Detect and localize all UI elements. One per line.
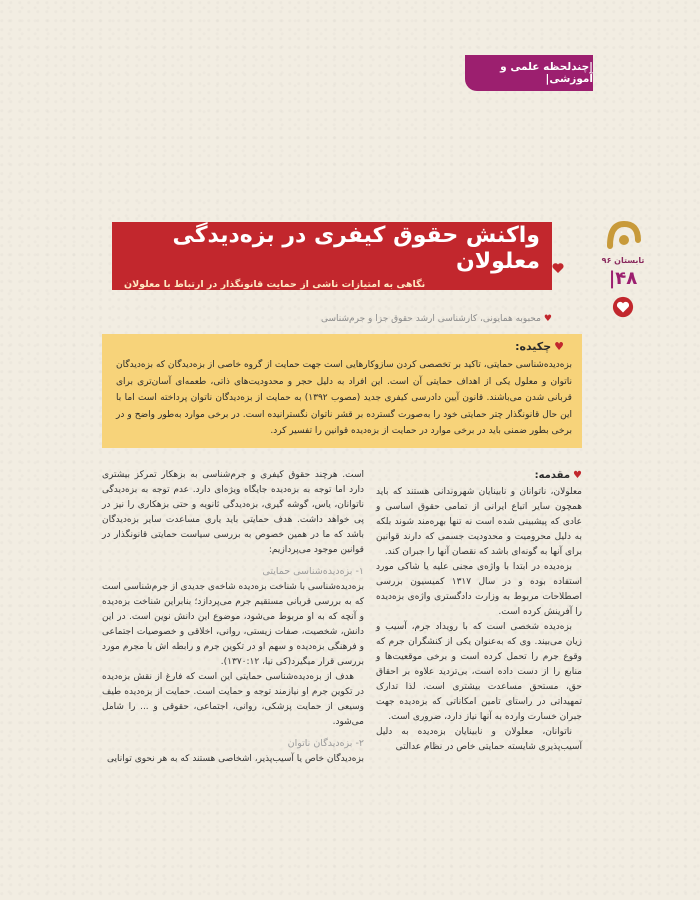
heart-icon: ♥ <box>573 470 582 481</box>
heart-icon <box>612 296 634 318</box>
page-number: ۴۸| <box>608 268 638 289</box>
intro-heading: ♥مقدمه: <box>534 470 582 481</box>
body-paragraph-3: هدف از بزه‌دیده‌شناسی حمایتی این است که فارغ از نقش بزه‌دیده در تکوین جرم او نیازمند توجه و حمایت است. حمایت از بزه‌دیده طیف وسیعی از حمایت پزشکی، روانی، اجتماعی، حقوقی و ... را شامل می‌شود. <box>102 672 364 727</box>
abstract-text: بزه‌دیده‌شناسی حمایتی، تاکید بر تخصصی کردن سازوکارهایی است جهت حمایت از گروه خاصی از بزه‌دیدگان که بزه‌دیدگان ناتوان و معلول یکی از اهداف حمایتی آن است. این افراد به دلیل حجر و محدودیت‌های ذاتی، طعمه‌ای آسان‌تری برای قربانی شدن می‌باشند. قانون آیین دادرسی کیفری جدید (مصوب ۱۳۹۲) به حمایت از بزه‌دیدگان ناتوان پرداخته است اما با این حال قانونگذار چتر حمایتی خود را به‌صورت گسترده بر قشر ناتوان نگسترانیده است. در برخی موارد به‌طور واضح و در برخی بطور ضمنی باید در برخی موارد در حمایت از بزه‌دیده قوانین را تفسیر کرد. <box>116 360 572 436</box>
heart-icon: ♥ <box>543 314 552 324</box>
article-title: واکنش حقوق کیفری در بزه‌دیدگی معلولان <box>172 222 540 274</box>
subsection-heading-2: ۲- بزه‌دیدگان ناتوان <box>287 738 364 749</box>
body-paragraph-4: بزه‌دیدگان خاص یا آسیب‌پذیر، اشخاصی هستند که به هر نحوی توانایی <box>106 754 364 764</box>
magazine-logo-icon <box>604 216 644 256</box>
body-paragraph-2: بزه‌دیده‌شناسی با شناخت بزه‌دیده شاخه‌ی جدیدی از جرم‌شناسی است که به بررسی قربانی مستقیم جرم می‌پردازد؛ بنابراین شناخت بزه‌دیده و آنچه که به او مربوط می‌شود، موضوع این دانش نوین است. در این دانش، شخصیت، صفات زیستی، روانی، اخلاقی و خصوصیات اجتماعی و فرهنگی بزه‌دیده و سهم او در تکوین جرم و رابطه اش با مجرم مورد بررسی قرار میگیرد(کی نیا، ۱۳۷۰:۱۲). <box>102 582 364 667</box>
abstract-heading: ♥چکیده: <box>515 340 564 353</box>
intro-paragraph-1: معلولان، ناتوانان و نابینایان شهروندانی هستند که باید همچون سایر اتباع ایرانی از تمامی حقوق اساسی و عادی که پیشبینی شده است نه تنها بهره‌مند شوند بلکه به دلیل محرومیت و محدودیت جسمی که دارند قوانین برای آنها به گونه‌ای باشد که نقصان آنها را جبران کند. <box>376 487 582 557</box>
heart-icon: ♥ <box>554 340 564 353</box>
column-left <box>102 468 364 767</box>
article-subtitle: نگاهی به امتیازات ناشی از حمایت قانونگذار در ارتباط با معلولان <box>124 278 426 290</box>
author-line <box>112 314 552 324</box>
intro-paragraph-4: ناتوانان، معلولان و نابینایان بزه‌دیده به دلیل آسیب‌پذیری شایسته حمایتی خاص در نظام عدالتی <box>376 727 582 752</box>
issue-season: تابستان ۹۶ <box>601 256 645 265</box>
title-box <box>112 222 552 290</box>
author-name: محبوبه همایونی، کارشناسی ارشد حقوق جزا و جرم‌شناسی <box>321 314 541 324</box>
heart-icon <box>552 262 564 274</box>
intro-paragraph-3: بزه‌دیده شخصی است که با رویداد جرم، آسیب و زیان می‌بیند. وی که به‌عنوان یکی از کنشگران جرم که وقوع جرم را تحمل کرده است و برخی موقعیت‌ها و منابع را از دست داده است، بی‌تردید علاوه بر احقاق حق، مستحق مساعدت بیشتری است. لذا تدارک تمهیداتی در راستای تامین امکاناتی که بزه‌دیده جهت جبران خسارت وارده به آنها نیاز دارد، ضروری است. <box>376 622 582 722</box>
intro-paragraph-2: بزه‌دیده در ابتدا با واژه‌ی مجنی علیه یا شاکی مورد استفاده بوده و در سال ۱۳۱۷ کمیسیون بررسی اصطلاحات مربوط به وزارت دادگستری واژه‌ی بزه‌دیده را آفرینش کرده است. <box>376 562 582 617</box>
body-paragraph-1: است. هرچند حقوق کیفری و جرم‌شناسی به بزهکار تمرکز بیشتری دارد اما توجه به بزه‌دیده جایگاه ویژه‌ای دارد. عدم توجه به بزه‌دیدگی ناتوانان، یاس، گوشه گیری، بزه‌دیدگی ثانویه و حتی بزهکاری را نیز در پی خواهد داشت. هدف حمایتی باید یاری مساعدت سایر بزه‌دیدگان باشد که ما در همین خصوص به بررسی سیاست حمایتی قانونگذار در قوانین موجود می‌پردازیم: <box>102 470 364 555</box>
section-badge-label: |چندلحظه علمی و آموزشی| <box>500 61 593 85</box>
column-right <box>376 468 582 755</box>
subsection-heading-1: ۱- بزه‌دیده‌شناسی حمایتی <box>262 566 364 577</box>
section-badge <box>465 55 593 91</box>
abstract-box <box>102 334 582 448</box>
side-ornament <box>598 216 658 326</box>
